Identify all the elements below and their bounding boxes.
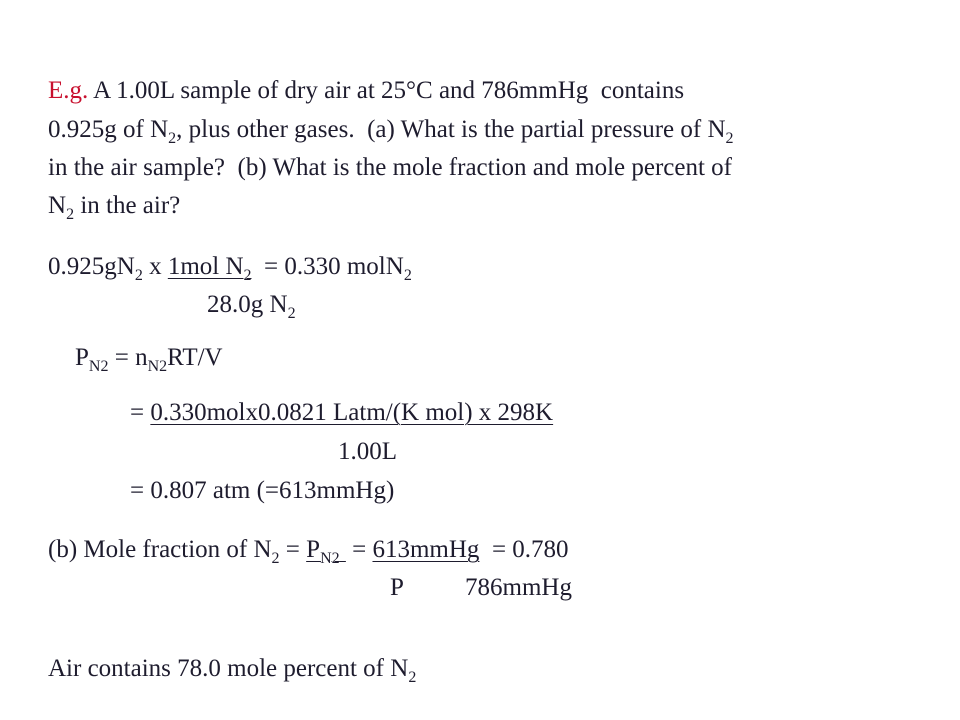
problem-line-4 xyxy=(48,191,180,221)
step3-denominator: 1.00L xyxy=(338,438,398,465)
problem-text-1: A 1.00L sample of dry air at 25°C and 786mmHg contains xyxy=(88,77,685,104)
subscript: 2 xyxy=(287,305,296,322)
step1-equation xyxy=(48,252,412,282)
subscript: 2 xyxy=(134,267,143,284)
step3-equation xyxy=(130,398,553,428)
step3-result: = 0.807 atm (=613mmHg) xyxy=(130,477,395,504)
step1-result: = 0.330 molN xyxy=(251,253,404,280)
subscript: 2 xyxy=(725,130,734,147)
step4-p: P xyxy=(306,536,321,563)
conclusion xyxy=(48,654,416,684)
problem-text-4b: in the air? xyxy=(74,192,181,219)
step4-numerator: 613mmHg xyxy=(372,536,480,563)
step4-denominator-p: P xyxy=(390,574,404,601)
eg-label: E.g. xyxy=(48,77,89,104)
subscript: N2 xyxy=(88,358,109,375)
step4-result: = 0.780 xyxy=(479,536,569,563)
step2-p: P xyxy=(75,344,89,371)
step4-eq2: = xyxy=(345,536,373,563)
step4-equation xyxy=(48,535,569,565)
step1-denominator-text: 28.0g N xyxy=(207,291,288,318)
problem-text-2b: , plus other gases. (a) What is the partial pressure of N xyxy=(176,116,726,143)
step4-denominator-value: 786mmHg xyxy=(465,574,572,601)
step1-denominator xyxy=(207,290,296,320)
step2-eq: = n xyxy=(108,344,148,371)
step4-eq1: = xyxy=(279,536,307,563)
subscript: 2 xyxy=(168,130,177,147)
step2-rest: RT/V xyxy=(167,344,223,371)
problem-text-2a: 0.925g of N xyxy=(48,116,169,143)
step1-times: x xyxy=(142,253,168,280)
subscript: N2 xyxy=(320,550,340,567)
subscript: 2 xyxy=(66,206,75,223)
step3-eq: = xyxy=(130,399,151,426)
subscript: 2 xyxy=(408,669,417,686)
step3-numerator: 0.330molx0.0821 Latm/(K mol) x 298K xyxy=(150,399,554,426)
subscript: 2 xyxy=(271,550,280,567)
step4-label: (b) Mole fraction of N xyxy=(48,536,272,563)
step1-mass: 0.925gN xyxy=(48,253,135,280)
problem-line-3 xyxy=(48,153,732,183)
problem-line-2 xyxy=(48,115,734,145)
problem-text-3: in the air sample? (b) What is the mole fraction and mole percent of xyxy=(48,154,733,181)
problem-text-4a: N xyxy=(48,192,67,219)
step1-numerator xyxy=(167,253,252,284)
subscript: 2 xyxy=(403,267,412,284)
subscript: 2 xyxy=(243,267,252,284)
step2-equation xyxy=(75,343,223,373)
step4-pn2 xyxy=(306,536,346,567)
problem-line-1 xyxy=(48,76,684,106)
subscript: N2 xyxy=(147,358,168,375)
step1-numerator-text: 1mol N xyxy=(167,253,244,280)
conclusion-text: Air contains 78.0 mole percent of N xyxy=(48,655,409,682)
